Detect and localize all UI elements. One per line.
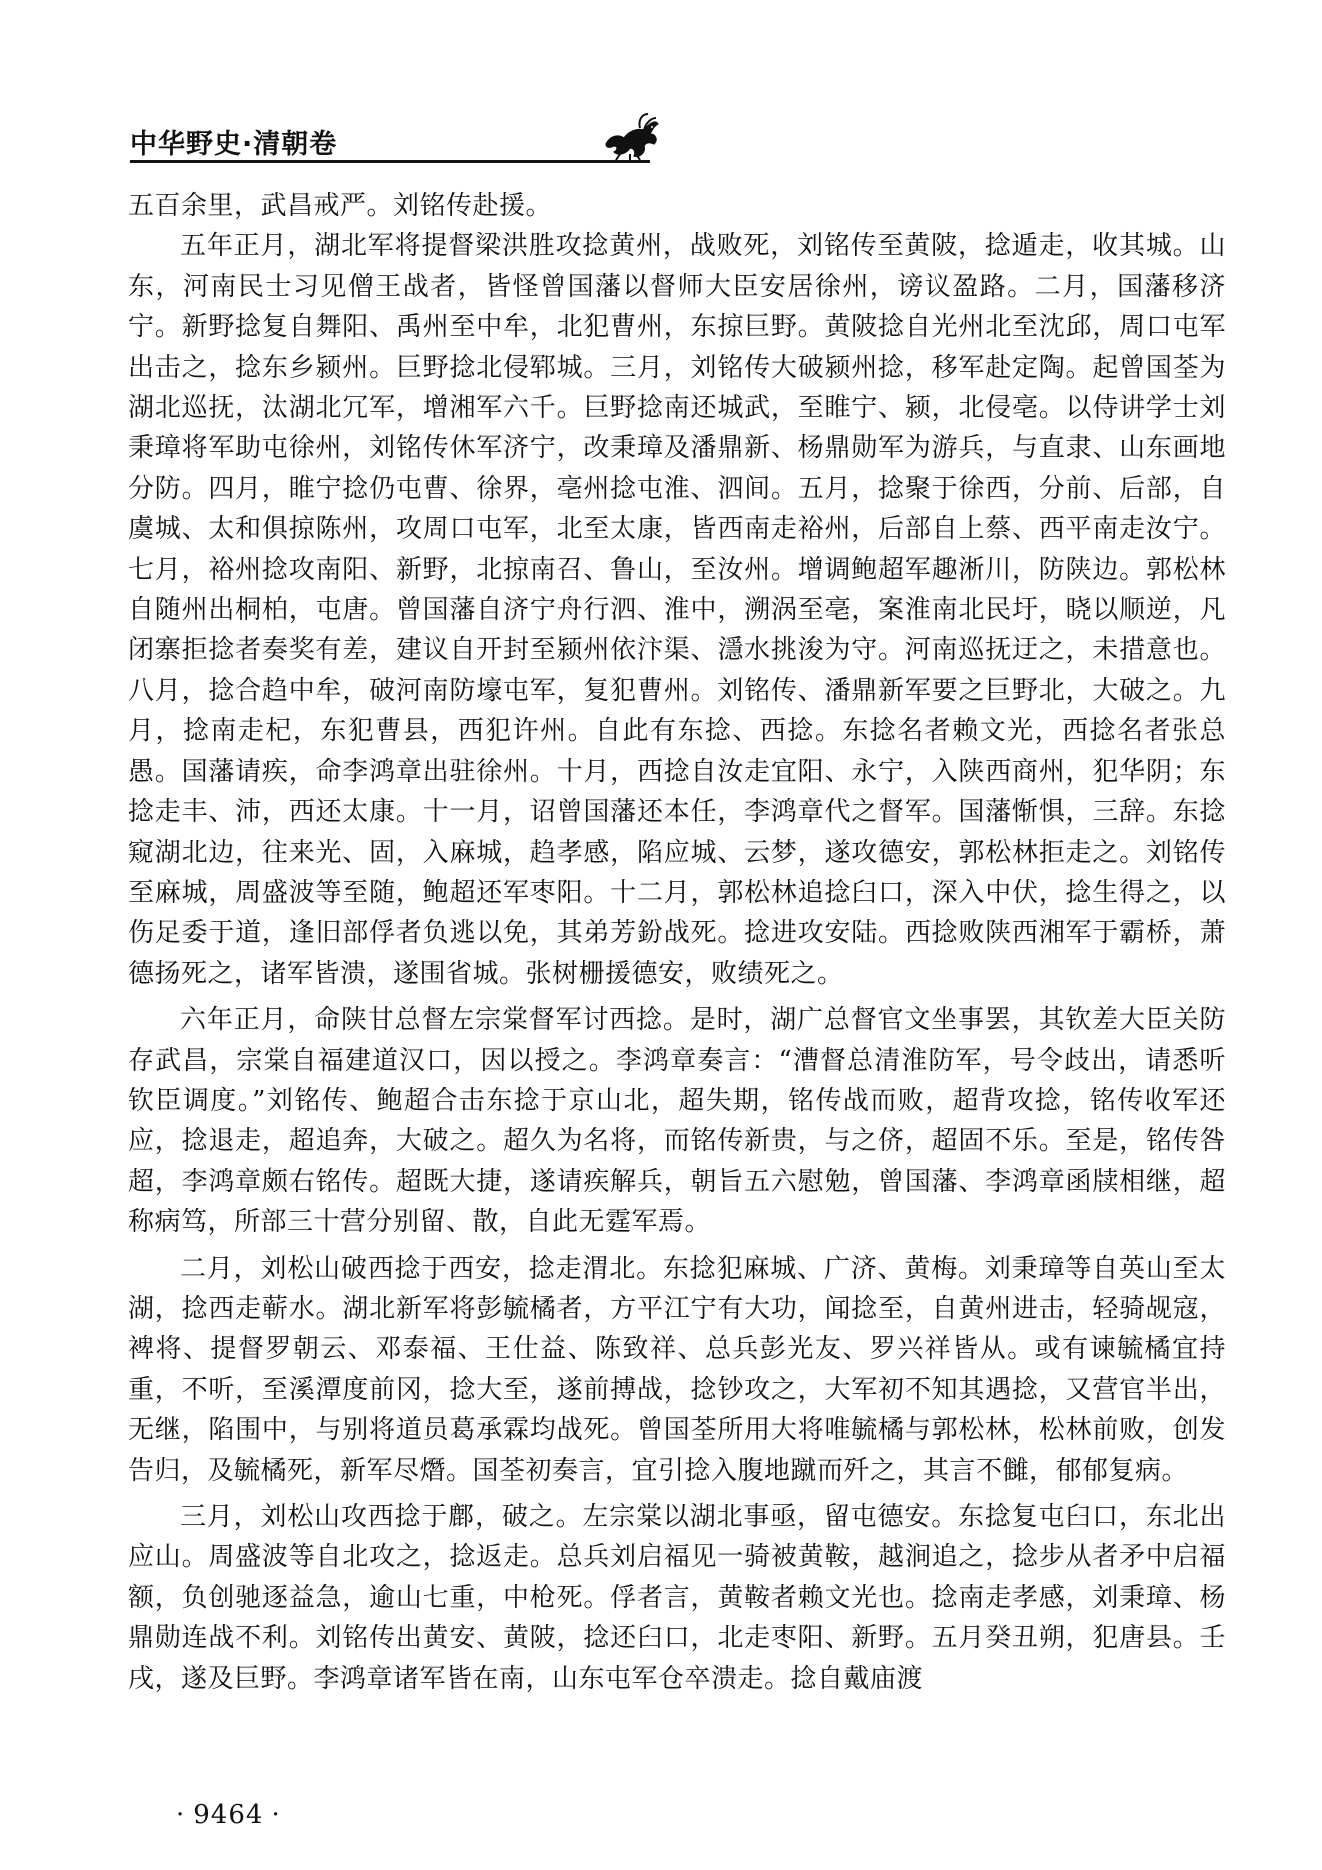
paragraph: 六年正月，命陕甘总督左宗棠督军讨西捻。是时，湖广总督官文坐事罢，其钦差大臣关防存武昌，宗棠自福建道汉口，因以授之。李鸿章奏言：“漕督总清淮防军，号令歧出，请悉听钦臣调度。”刘铭传、鲍超合击东捻于京山北，超失期，铭传战而败，超背攻捻，铭传收军还应，捻退走，超追奔，大破之。超久为名将，而铭传新贵，与之侪，超固不乐。至是，铭传咎超，李鸿章颇右铭传。超既大捷，遂请疾解兵，朝旨五六慰勉，曾国藩、李鸿章函牍相继，超称病笃，所部三十营分别留、散，自此无霆军焉。 [128,1005,1226,1238]
paragraph: 三月，刘松山攻西捻于鄜，破之。左宗棠以湖北事亟，留屯德安。东捻复屯臼口，东北出应山。周盛波等自北攻之，捻返走。总兵刘启福见一骑被黄鞍，越涧追之，捻步从者矛中启福额，负创驰逐益急，逾山七重，中枪死。俘者言，黄鞍者赖文光也。捻南走孝感，刘秉璋、杨鼎勋连战不利。刘铭传出黄安、黄陂，捻还臼口，北走枣阳、新野。五月癸丑朔，犯唐县。壬戌，遂及巨野。李鸿章诸军皆在南，山东屯军仓卒溃走。捻自戴庙渡 [128,1502,1226,1694]
paragraph: 五百余里，武昌戒严。刘铭传赴援。 [128,191,553,221]
running-header [130,118,1230,168]
bullet-dot-icon: · [271,1800,281,1830]
article-body [128,186,1226,1699]
header-rule [130,160,650,163]
paragraph: 五年正月，湖北军将提督梁洪胜攻捻黄州，战败死，刘铭传至黄陂，捻遁走，收其城。山东，河南民士习见僧王战者，皆怪曾国藩以督师大臣安居徐州，谤议盈路。二月，国藩移济宁。新野捻复自舞阳、禹州至中牟，北犯曹州，东掠巨野。黄陂捻自光州北至沈邱，周口屯军出击之，捻东乡颍州。巨野捻北侵郓城。三月，刘铭传大破颍州捻，移军赴定陶。起曾国荃为湖北巡抚，汰湖北冗军，增湘军六千。巨野捻南还城武，至睢宁、颍，北侵亳。以侍讲学士刘秉璋将军助屯徐州，刘铭传休军济宁，改秉璋及潘鼎新、杨鼎勋军为游兵，与直隶、山东画地分防。四月，睢宁捻仍屯曹、徐界，亳州捻屯淮、泗间。五月，捻聚于徐西，分前、后部，自虞城、太和俱掠陈州，攻周口屯军，北至太康，皆西南走裕州，后部自上蔡、西平南走汝宁。七月，裕州捻攻南阳、新野，北掠南召、鲁山，至汝州。增调鲍超军趣淅川，防陕边。郭松林自随州出桐柏，屯唐。曾国藩自济宁舟行泗、淮中，溯涡至亳，案淮南北民圩，晓以顺逆，凡闭寨拒捻者奏奖有差，建议自开封至颍州依汴渠、濦水挑浚为守。河南巡抚迂之，未措意也。八月，捻合趋中牟，破河南防壕屯军，复犯曹州。刘铭传、潘鼎新军要之巨野北，大破之。九月，捻南走杞，东犯曹县，西犯许州。自此有东捻、西捻。东捻名者赖文光，西捻名者张总愚。国藩请疾，命李鸿章出驻徐州。十月，西捻自汝走宜阳、永宁，入陕西商州，犯华阴；东捻走丰、沛，西还太康。十一月，诏曾国藩还本任，李鸿章代之督军。国藩惭惧，三辞。东捻窥湖北边，往来光、固，入麻城，趋孝感，陷应城、云梦，遂攻德安，郭松林拒走之。刘铭传至麻城，周盛波等至随，鲍超还军枣阳。十二月，郭松林追捻臼口，深入中伏，捻生得之，以伤足委于道，逢旧部俘者负逃以免，其弟芳鈖战死。捻进攻安陆。西捻败陕西湘军于霸桥，萧德扬死之，诸军皆溃，遂围省城。张树栅援德安，败绩死之。 [128,231,1226,989]
paragraph: 二月，刘松山破西捻于西安，捻走渭北。东捻犯麻城、广济、黄梅。刘秉璋等自英山至太湖，捻西走蕲水。湖北新军将彭毓橘者，方平江宁有大功，闻捻至，自黄州进击，轻骑觇寇，裨将、提督罗朝云、邓泰福、王仕益、陈致祥、总兵彭光友、罗兴祥皆从。或有谏毓橘宜持重，不听，至溪潭度前冈，捻大至，遂前搏战，捻钞攻之，大军初不知其遇捻，又营官半出，无继，陷围中，与别将道员葛承霖均战死。曾国荃所用大将唯毓橘与郭松林，松林前败，创发告归，及毓橘死，新军尽熸。国荃初奏言，宜引捻入腹地蹴而歼之，其言不雠，郁郁复病。 [128,1253,1226,1486]
dragon-emblem-icon [600,110,662,162]
page-footer [168,1800,289,1830]
bullet-dot-icon: · [176,1800,186,1830]
book-title: 中华野史·清朝卷 [130,129,338,160]
page-number: 9464 [193,1800,264,1830]
